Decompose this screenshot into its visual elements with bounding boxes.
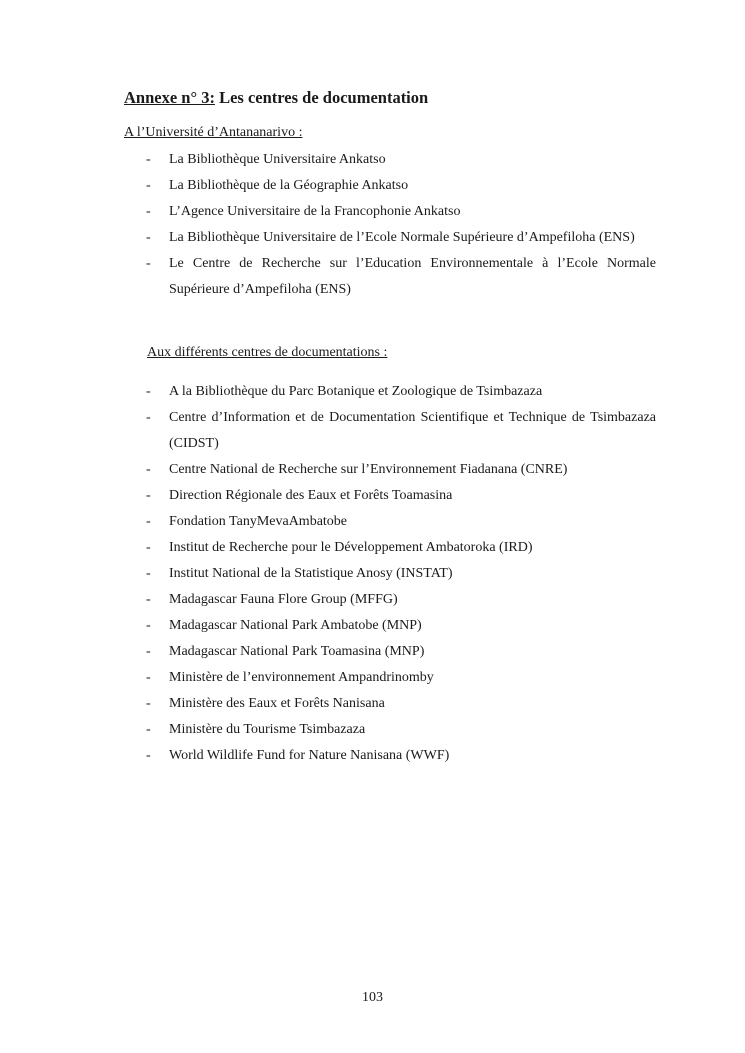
bullet-dash: -	[146, 204, 151, 219]
list-item	[124, 405, 656, 457]
list-item	[124, 639, 656, 665]
bullet-dash: -	[146, 410, 151, 425]
page-title	[124, 88, 428, 108]
list-item-text: Madagascar National Park Ambatobe (MNP)	[169, 618, 422, 633]
page-number: 103	[362, 990, 383, 1005]
bullet-dash: -	[146, 748, 151, 763]
list-item-text: Le Centre de Recherche sur l’Education Environnementale à l’Ecole Normale Supérieure d’Ampefiloha (ENS)	[169, 256, 656, 297]
list-item-text: La Bibliothèque Universitaire Ankatso	[169, 152, 386, 167]
list-item	[124, 717, 656, 743]
list-item	[124, 587, 656, 613]
list-item	[124, 535, 656, 561]
bullet-dash: -	[146, 722, 151, 737]
bullet-dash: -	[146, 230, 151, 245]
list-item-text: Institut de Recherche pour le Développement Ambatoroka (IRD)	[169, 540, 533, 555]
list-item-text: Direction Régionale des Eaux et Forêts Toamasina	[169, 488, 453, 503]
bullet-dash: -	[146, 618, 151, 633]
list-item	[124, 457, 656, 483]
list-item-text: Centre d’Information et de Documentation Scientifique et Technique de Tsimbazaza (CIDST)	[169, 410, 656, 451]
list-item	[124, 561, 656, 587]
title-prefix: Annexe n° 3:	[124, 88, 215, 107]
list-item-text: Ministère du Tourisme Tsimbazaza	[169, 722, 366, 737]
list-item-text: Madagascar Fauna Flore Group (MFFG)	[169, 592, 398, 607]
list-item	[124, 379, 656, 405]
bullet-dash: -	[146, 670, 151, 685]
bullet-dash: -	[146, 462, 151, 477]
bullet-dash: -	[146, 644, 151, 659]
bullet-dash: -	[146, 256, 151, 271]
list-item	[124, 509, 656, 535]
bullet-dash: -	[146, 696, 151, 711]
list-item	[124, 199, 656, 225]
section-heading-universite: A l’Université d’Antananarivo :	[124, 125, 303, 140]
bullet-dash: -	[146, 384, 151, 399]
list-item-text: La Bibliothèque de la Géographie Ankatso	[169, 178, 409, 193]
list-item-text: L’Agence Universitaire de la Francophonie Ankatso	[169, 204, 461, 219]
section-heading-centres: Aux différents centres de documentations :	[147, 345, 388, 360]
list-item	[124, 613, 656, 639]
bullet-dash: -	[146, 488, 151, 503]
list-item-text: Ministère de l’environnement Ampandrinomby	[169, 670, 434, 685]
list-item-text: Ministère des Eaux et Forêts Nanisana	[169, 696, 385, 711]
list-item-text: Centre National de Recherche sur l’Environnement Fiadanana (CNRE)	[169, 462, 568, 477]
list-item	[124, 225, 656, 251]
list-item	[124, 691, 656, 717]
list-centres	[124, 379, 656, 769]
list-item	[124, 173, 656, 199]
list-item-text: World Wildlife Fund for Nature Nanisana (WWF)	[169, 748, 450, 763]
list-item	[124, 483, 656, 509]
list-item-text: Madagascar National Park Toamasina (MNP)	[169, 644, 425, 659]
bullet-dash: -	[146, 540, 151, 555]
list-item	[124, 147, 656, 173]
list-item	[124, 665, 656, 691]
list-universite	[124, 147, 656, 303]
list-item-text: La Bibliothèque Universitaire de l’Ecole Normale Supérieure d’Ampefiloha (ENS)	[169, 230, 635, 245]
bullet-dash: -	[146, 178, 151, 193]
bullet-dash: -	[146, 514, 151, 529]
list-item	[124, 743, 656, 769]
bullet-dash: -	[146, 592, 151, 607]
list-item-text: A la Bibliothèque du Parc Botanique et Zoologique de Tsimbazaza	[169, 384, 543, 399]
bullet-dash: -	[146, 152, 151, 167]
title-text: Les centres de documentation	[214, 88, 429, 107]
list-item	[124, 251, 656, 303]
list-item-text: Institut National de la Statistique Anosy (INSTAT)	[169, 566, 453, 581]
list-item-text: Fondation TanyMevaAmbatobe	[169, 514, 348, 529]
bullet-dash: -	[146, 566, 151, 581]
